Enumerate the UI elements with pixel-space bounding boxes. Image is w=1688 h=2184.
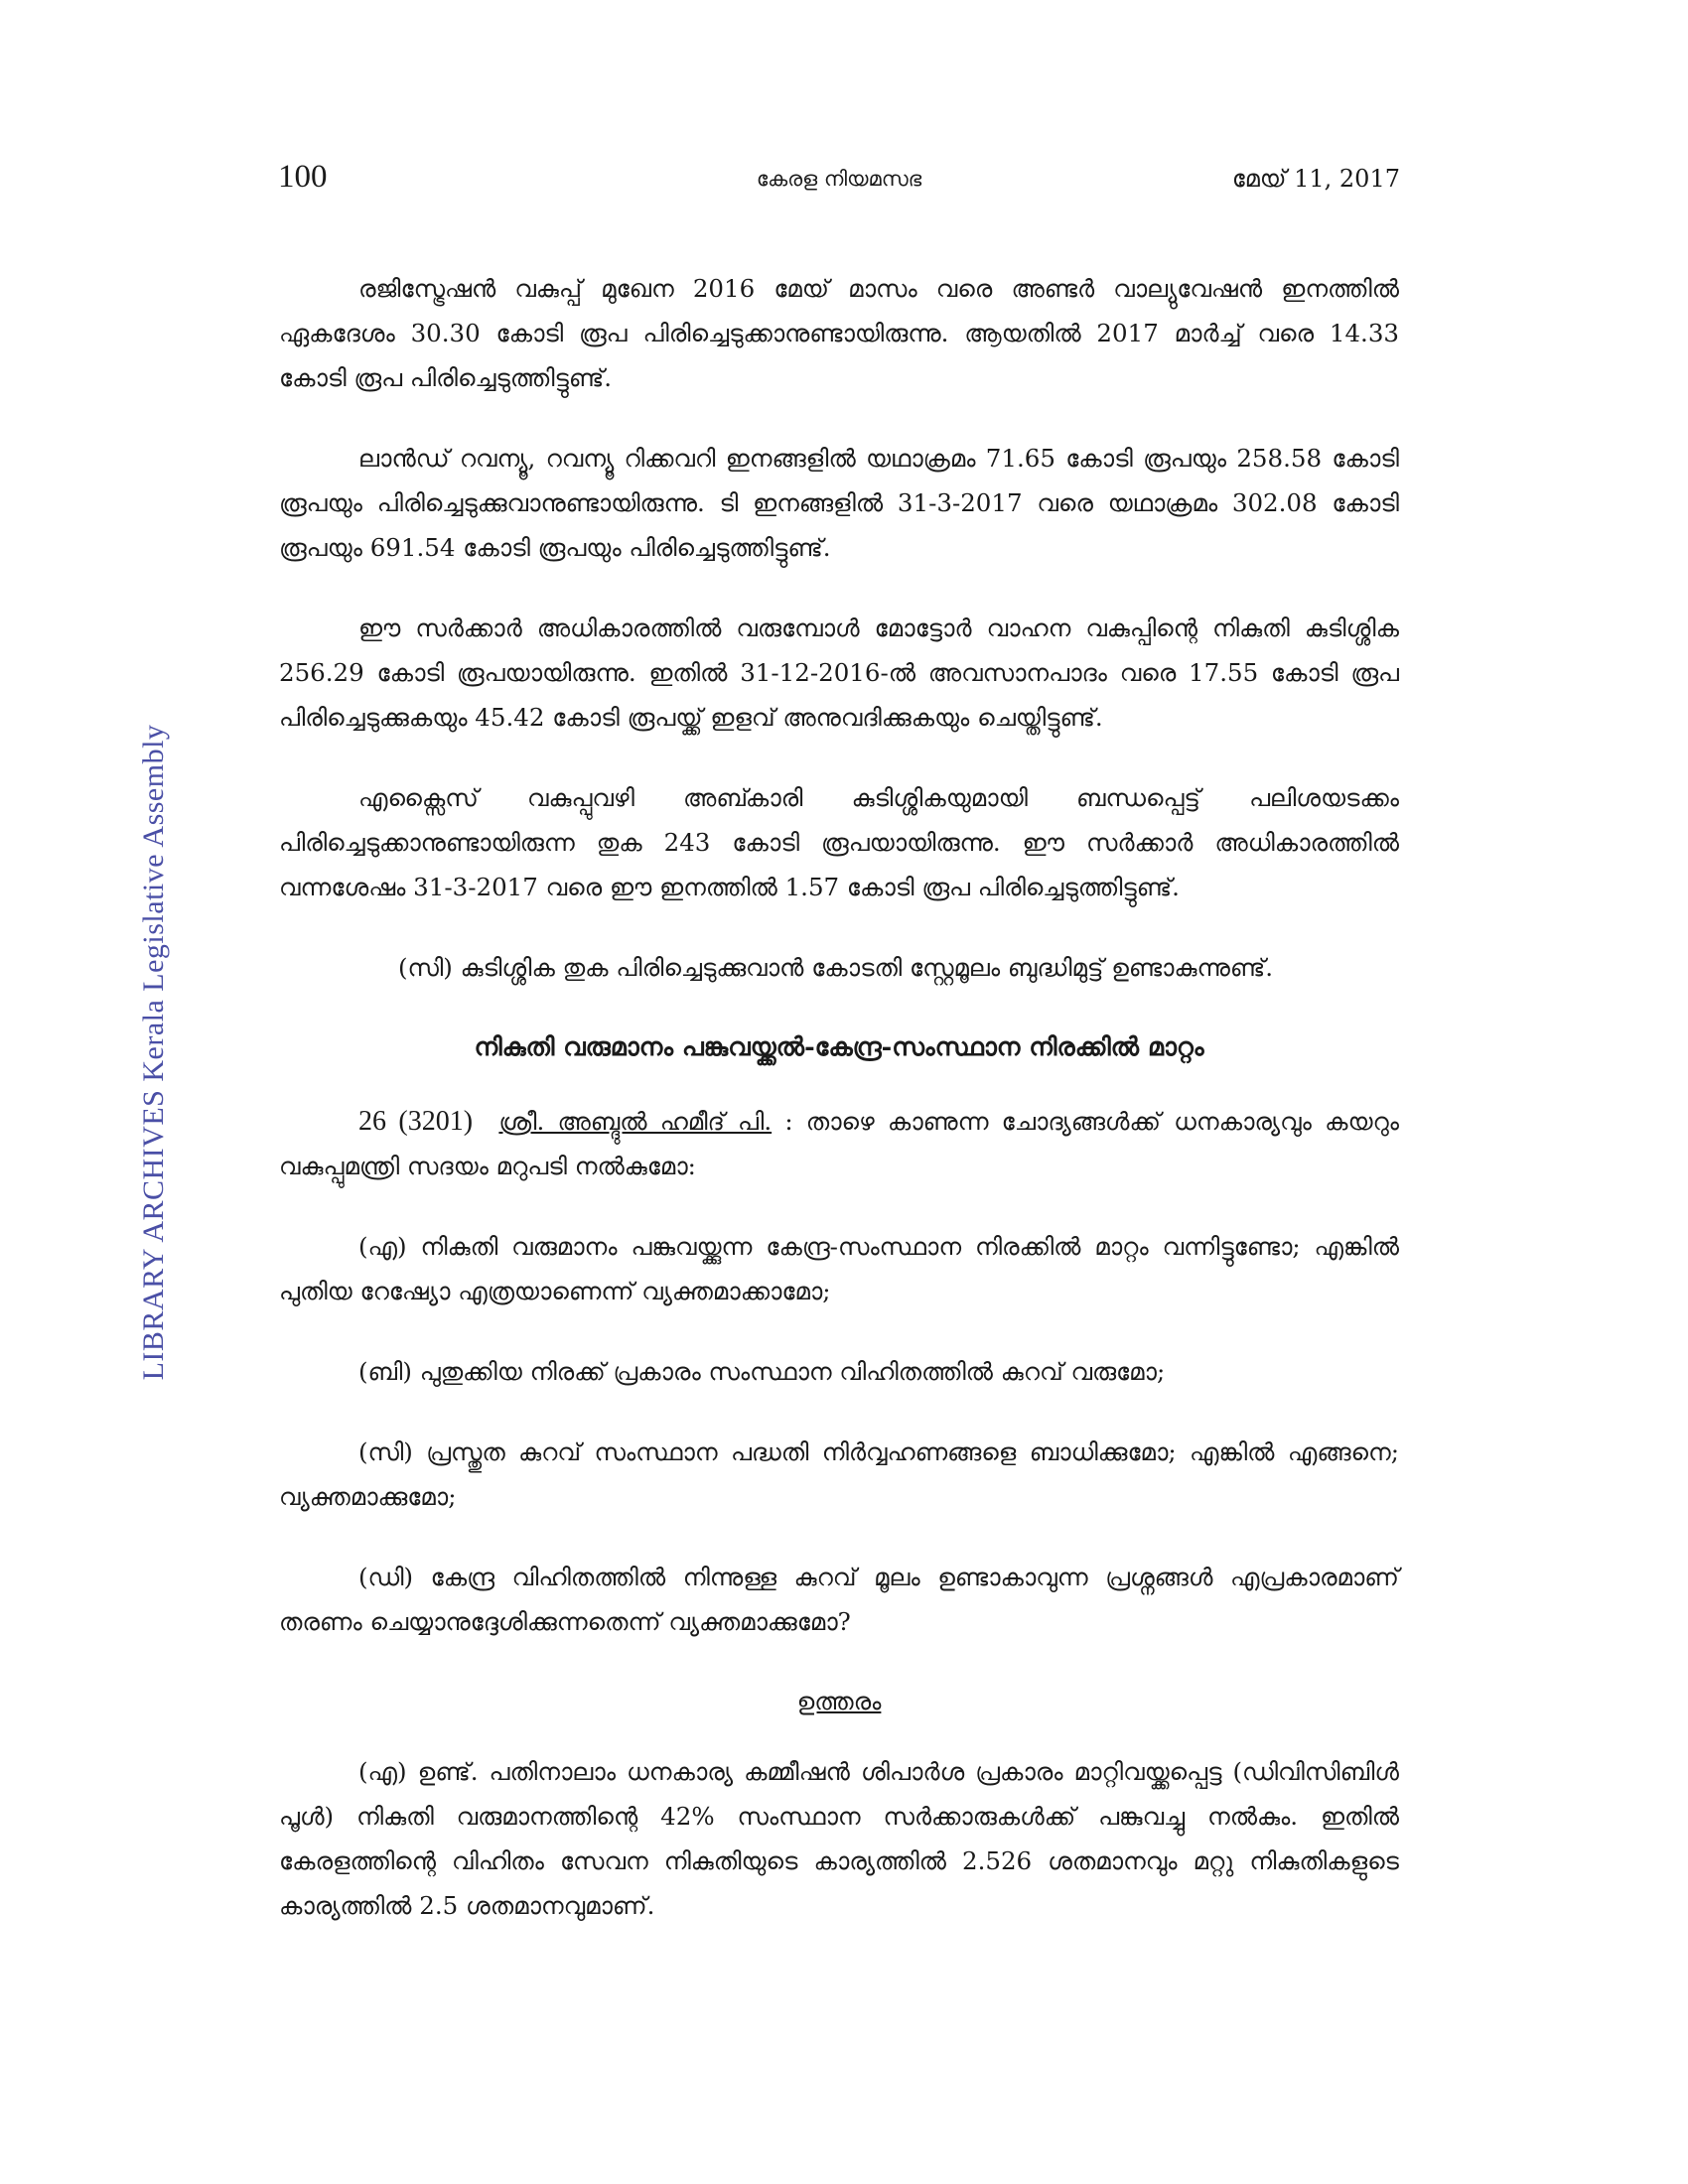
question-b: (ബി) പുതുക്കിയ നിരക്ക് പ്രകാരം സംസ്ഥാന വിഹിതത്തിൽ കുറവ് വരുമോ;: [358, 1357, 1166, 1386]
page-date: മേയ് 11, 2017: [1231, 165, 1400, 193]
question-intro-text: : താഴെ കാണുന്ന ചോദ്യങ്ങൾക്ക് ധനകാര്യവും കയറും വകുപ്പുമന്ത്രി സദയം മറുപടി നൽകുമോ:: [279, 1107, 1399, 1180]
question-d: (ഡി) കേന്ദ്ര വിഹിതത്തിൽ നിന്നുള്ള കുറവ് മൂലം ഉണ്ടാകാവുന്ന പ്രശ്നങ്ങൾ എപ്രകാരമാണ് തരണം ചെയ്യാനുദ്ദേശിക്കുന്നതെന്ന് വ്യക്തമാക്കുമോ?: [279, 1563, 1399, 1636]
question-a: (എ) നികുതി വരുമാനം പങ്കുവയ്ക്കുന്ന കേന്ദ്ര-സംസ്ഥാന നിരക്കിൽ മാറ്റം വന്നിട്ടുണ്ടോ; എങ്കിൽ പുതിയ റേഷ്യോ എത്രയാണെന്ന് വ്യക്തമാക്കാമോ;: [279, 1232, 1399, 1305]
page-number: 100: [278, 159, 328, 195]
answer-heading: [279, 1680, 1399, 1723]
answer-a: (എ) ഉണ്ട്. പതിനാലാം ധനകാര്യ കമ്മീഷൻ ശിപാർശ പ്രകാരം മാറ്റിവയ്ക്കപ്പെട്ട (ഡിവിസിബിൾ പൂൾ) നികുതി വരുമാനത്തിന്റെ 42% സംസ്ഥാന സർക്കാരുകൾക്ക് പങ്കുവച്ചു നൽകും. ഇതിൽ കേരളത്തിന്റെ വിഹിതം സേവന നികുതിയുടെ കാര്യത്തിൽ 2.526 ശതമാനവും മറ്റു നികുതികളുടെ കാര്യത്തിൽ 2.5 ശതമാനവുമാണ്.: [279, 1757, 1399, 1920]
question-c: (സി) പ്രസ്തുത കുറവ് സംസ്ഥാന പദ്ധതി നിർവ്വഹണങ്ങളെ ബാധിക്കുമോ; എങ്കിൽ എങ്ങനെ; വ്യക്തമാക്കുമോ;: [279, 1437, 1399, 1511]
section-heading: നികുതി വരുമാനം പങ്കുവയ്ക്കൽ-കേന്ദ്ര-സംസ്ഥാന നിരക്കിൽ മാറ്റം: [474, 1032, 1204, 1062]
assembly-title: കേരള നിയമസഭ: [756, 167, 922, 191]
question-intro: [279, 1099, 1399, 1188]
paragraph-land-revenue: ലാൻഡ് റവന്യൂ, റവന്യൂ റിക്കവറി ഇനങ്ങളിൽ യഥാക്രമം 71.65 കോടി രൂപയും 258.58 കോടി രൂപയും പിരിച്ചെടുക്കുവാനുണ്ടായിരുന്നു. ടി ഇനങ്ങളിൽ 31-3-2017 വരെ യഥാക്രമം 302.08 കോടി രൂപയും 691.54 കോടി രൂപയും പിരിച്ചെടുത്തിട്ടുണ്ട്.: [279, 444, 1399, 562]
paragraph-motor-vehicle: ഈ സർക്കാർ അധികാരത്തിൽ വരുമ്പോൾ മോട്ടോർ വാഹന വകുപ്പിന്റെ നികുതി കുടിശ്ശിക 256.29 കോടി രൂപയായിരുന്നു. ഇതിൽ 31-12-2016-ൽ അവസാനപാദം വരെ 17.55 കോടി രൂപ പിരിച്ചെടുക്കുകയും 45.42 കോടി രൂപയ്ക്ക് ഇളവ് അനുവദിക്കുകയും ചെയ്തിട്ടുണ്ട്.: [279, 614, 1399, 732]
paragraph-registration: രജിസ്ട്രേഷൻ വകുപ്പ് മുഖേന 2016 മേയ് മാസം വരെ അണ്ടർ വാല്യുവേഷൻ ഇനത്തിൽ ഏകദേശം 30.30 കോടി രൂപ പിരിച്ചെടുക്കാനുണ്ടായിരുന്നു. ആയതിൽ 2017 മാർച്ച് വരെ 14.33 കോടി രൂപ പിരിച്ചെടുത്തിട്ടുണ്ട്.: [279, 274, 1399, 392]
document-body: [279, 266, 1399, 1964]
paragraph-answer-c: (സി) കുടിശ്ശിക തുക പിരിച്ചെടുക്കുവാൻ കോടതി സ്റ്റേമൂലം ബുദ്ധിമുട്ട് ഉണ്ടാകുന്നുണ്ട്.: [398, 953, 1273, 982]
page-header: [278, 159, 1400, 203]
archive-watermark: LIBRARY ARCHIVES Kerala Legislative Assembly: [137, 724, 170, 1381]
paragraph-excise: എക്സൈസ് വകുപ്പുവഴി അബ്കാരി കുടിശ്ശികയുമായി ബന്ധപ്പെട്ട് പലിശയടക്കം പിരിച്ചെടുക്കാനുണ്ടായിരുന്ന തുക 243 കോടി രൂപയായിരുന്നു. ഈ സർക്കാർ അധികാരത്തിൽ വന്നശേഷം 31-3-2017 വരെ ഈ ഇനത്തിൽ 1.57 കോടി രൂപ പിരിച്ചെടുത്തിട്ടുണ്ട്.: [279, 783, 1399, 901]
member-name: ശ്രീ. അബ്ദുൽ ഹമീദ് പി.: [498, 1107, 773, 1136]
question-number: 26 (3201): [358, 1106, 474, 1137]
answer-heading-text: ഉത്തരം: [796, 1687, 882, 1715]
